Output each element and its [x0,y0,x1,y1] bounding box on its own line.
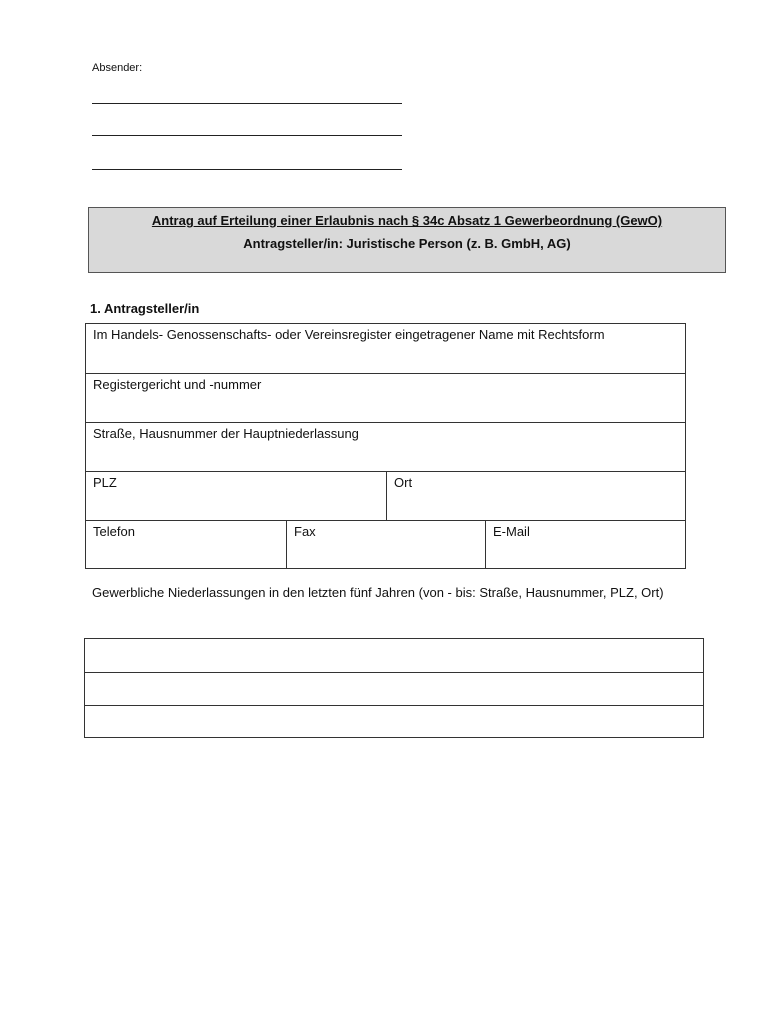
applicant-table [85,323,686,569]
name-field[interactable] [86,324,685,373]
branch-row-2[interactable] [85,672,703,706]
sender-line-3[interactable] [92,169,402,170]
branch-row-1[interactable] [85,639,703,672]
branch-row-3[interactable] [85,705,703,737]
fax-field-label: Fax [294,524,316,539]
telefon-field[interactable] [86,521,286,568]
telefon-field-label: Telefon [93,524,135,539]
table-row [86,422,685,472]
branches-description: Gewerbliche Niederlassungen in den letzten fünf Jahren (von - bis: Straße, Hausnummer, PLZ, Ort) [92,585,664,600]
street-field-label: Straße, Hausnummer der Hauptniederlassung [93,426,359,441]
fax-field[interactable] [286,521,485,568]
table-row [86,373,685,423]
sender-label: Absender: [92,62,143,74]
register-field[interactable] [86,374,685,423]
table-row [86,324,685,373]
register-field-label: Registergericht und -nummer [93,377,262,392]
form-title: Antrag auf Erteilung einer Erlaubnis nach § 34c Absatz 1 Gewerbeordnung (GewO) [151,213,663,228]
form-subtitle: Antragsteller/in: Juristische Person (z. B. GmbH, AG) [243,236,571,251]
street-field[interactable] [86,423,685,472]
sender-line-2[interactable] [92,135,402,136]
plz-field-label: PLZ [93,475,117,490]
table-row [86,471,685,521]
name-field-label: Im Handels- Genossenschafts- oder Vereinsregister eingetragener Name mit Rechtsform [93,327,605,342]
branches-table [84,638,704,738]
ort-field[interactable] [386,472,685,521]
plz-field[interactable] [86,472,386,521]
email-field[interactable] [485,521,685,568]
table-row [86,520,685,568]
email-field-label: E-Mail [493,524,530,539]
section-heading-applicant: 1. Antragsteller/in [90,301,200,316]
title-box [88,207,726,273]
ort-field-label: Ort [394,475,413,490]
sender-line-1[interactable] [92,103,402,104]
